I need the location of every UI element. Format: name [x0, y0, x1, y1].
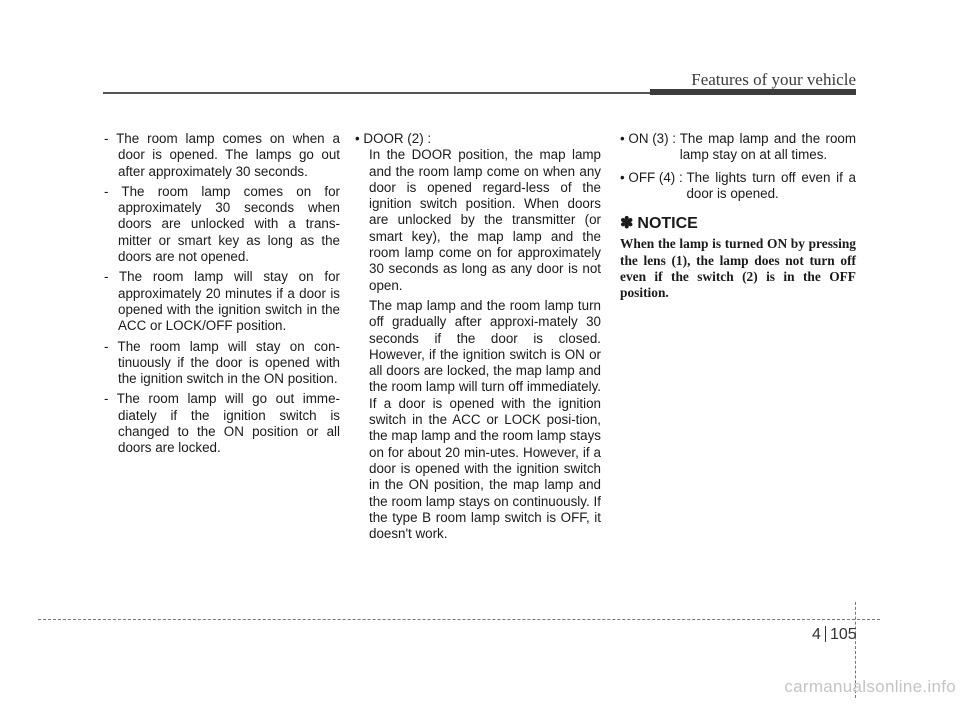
page-number: 105: [830, 626, 857, 643]
column-middle: [355, 131, 601, 546]
list-item: - The room lamp will stay on for approximately 20 minutes if a door is opened with the ignition switch in the ACC or LOCK/OFF position.: [104, 269, 340, 334]
header-accent-bar: [650, 89, 856, 95]
notice-star-icon: ✽: [620, 215, 634, 233]
definition-desc: The lights turn off even if a door is opened.: [686, 169, 856, 201]
page-separator: [825, 626, 826, 642]
watermark: carmanualsonline.info: [784, 677, 956, 696]
door-mode-label: • DOOR (2) :: [355, 131, 432, 146]
definition-term: • OFF (4) :: [620, 169, 687, 185]
list-item: - The room lamp comes on when a door is opened. The lamps go out after approximately 30 seconds.: [104, 131, 340, 179]
list-item: - The room lamp will go out imme-diately if the ignition switch is changed to the ON position or all doors are locked.: [104, 391, 340, 456]
definition-term: • ON (3) :: [620, 131, 680, 146]
notice-body: When the lamp is turned ON by pressing the lens (1), the lamp does not turn off even if the switch (2) is in the OFF position.: [620, 236, 856, 301]
list-item: - The room lamp will stay on con-tinuously if the door is opened with the ignition switch in the ON position.: [104, 338, 340, 387]
list-item: - The room lamp comes on for approximately 30 seconds when doors are unlocked with a trans-mitter or smart key as long as the doors are not opened.: [104, 183, 340, 265]
column-right: [620, 131, 856, 302]
notice-heading: [620, 216, 856, 232]
definition-item-on: [620, 131, 856, 164]
notice-title: NOTICE: [637, 215, 698, 233]
column-left: [104, 131, 340, 461]
definition-desc: The map lamp and the room lamp stay on at all times.: [679, 131, 856, 163]
definition-item-off: [620, 170, 856, 203]
paragraph: In the DOOR position, the map lamp and the room lamp come on when any door is opened regard-less of the ignition switch position. When doors are unlocked by the transmitter (or smart key), the map lamp and the room lamp come on for approximately 30 seconds as long as any door is not open.: [369, 147, 601, 293]
page-header-title: Features of your vehicle: [691, 70, 856, 89]
footer-rule: [38, 619, 880, 620]
chapter-number: 4: [812, 626, 821, 643]
paragraph: The map lamp and the room lamp turn off gradually after approxi-mately 30 seconds if the door is closed. However, if the ignition switch is ON or all doors are locked, the map lamp and the room lamp will turn off immediately. If a door is opened with the ignition switch in the ACC or LOCK posi-tion, the map lamp and the room lamp stays on for about 20 min-utes. However, if a door is opened with the ignition switch in the ON position, the map lamp and the room lamp stays on continuously. If the type B room lamp switch is OFF, it doesn't work.: [369, 297, 601, 542]
